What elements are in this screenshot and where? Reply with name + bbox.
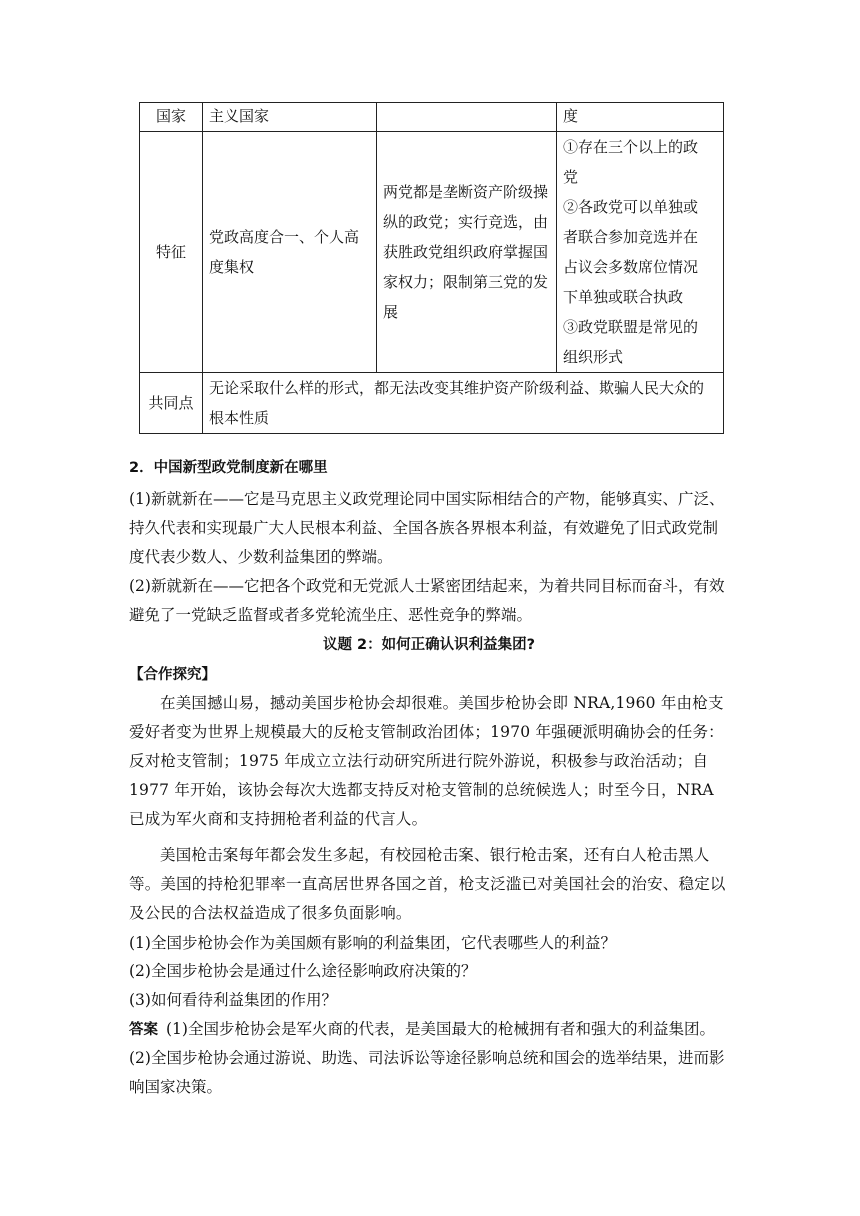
answer-text: (1)全国步枪协会是军火商的代表，是美国最大的枪械拥有者和强大的利益集团。: [166, 1020, 715, 1038]
table-row: [140, 373, 724, 434]
table-cell: 党政高度合一、个人高度集权: [203, 132, 377, 373]
cell-line: 占议会多数席位情况: [563, 258, 699, 276]
table-row-label: 特征: [140, 132, 203, 373]
cell-line: ③政党联盟是常见的: [563, 318, 699, 336]
cell-line: 者联合参加竞选并在: [563, 228, 699, 246]
cell-line: 组织形式: [563, 348, 624, 366]
table-cell: 主义国家: [203, 103, 377, 132]
cell-line: ②各政党可以单独或: [563, 198, 699, 216]
paragraph: (1)新就新在——它是马克思主义政党理论同中国实际相结合的产物，能够真实、广泛、持久代表和实现最广大人民根本利益、全国各族各界根本利益，有效避免了旧式政党制度代表少数人、少数利益集团的弊端。: [129, 490, 725, 566]
answer-paragraph: [129, 1015, 729, 1045]
table-cell: 无论采取什么样的形式，都无法改变其维护资产阶级利益、欺骗人民大众的根本性质: [203, 373, 724, 434]
table-row: [140, 103, 724, 132]
material-paragraph: 美国枪击案每年都会发生多起，有校园枪击案、银行枪击案，还有白人枪击黑人等。美国的持枪犯罪率一直高居世界各国之首，枪支泛滥已对美国社会的治安、稳定以及公民的合法权益造成了很多负面影响。: [129, 846, 726, 922]
cell-line: ①存在三个以上的政: [563, 138, 699, 156]
cell-line: 下单独或联合执政: [563, 288, 684, 306]
answer-paragraph: (2)全国步枪协会通过游说、助选、司法诉讼等途径影响总统和国会的选举结果，进而影响国家决策。: [129, 1049, 725, 1096]
table-cell: 国家: [140, 103, 203, 132]
cooperative-inquiry-label: 【合作探究】: [129, 667, 216, 683]
table-row: [140, 132, 724, 373]
table-cell: [377, 103, 557, 132]
answer-label: 答案: [129, 1022, 158, 1038]
table-cell: [557, 132, 724, 373]
table-cell: 两党都是垄断资产阶级操纵的政党；实行竞选，由获胜政党组织政府掌握国家权力；限制第三党的发展: [377, 132, 557, 373]
question: (3)如何看待利益集团的作用？: [129, 991, 337, 1009]
party-system-comparison-table: [139, 102, 724, 434]
table-row-label: 共同点: [140, 373, 203, 434]
topic-title: 议题 2：如何正确认识利益集团?: [322, 637, 536, 653]
table-cell: 度: [557, 103, 724, 132]
paragraph: (2)新就新在——它把各个政党和无党派人士紧密团结起来，为着共同目标而奋斗，有效避免了一党缺乏监督或者多党轮流坐庄、恶性竞争的弊端。: [129, 577, 725, 624]
section-heading: 2．中国新型政党制度新在哪里: [129, 460, 328, 476]
cell-line: 党: [563, 168, 579, 186]
question: (1)全国步枪协会作为美国颇有影响的利益集团，它代表哪些人的利益？: [129, 934, 616, 952]
material-paragraph: 在美国撼山易，撼动美国步枪协会却很难。美国步枪协会即 NRA,1960 年由枪支爱好者变为世界上规模最大的反枪支管制政治团体；1970 年强硬派明确协会的任务：反对枪支管制；1975 年成立立法行动研究所进行院外游说，积极参与政治活动；自 1977 年开始，该协会每次大选都支持反对枪支管制的总统候选人；时至今日，NRA 已成为军火商和支持拥枪者利益的代言人。: [129, 694, 724, 828]
question: (2)全国步枪协会是通过什么途径影响政府决策的？: [129, 962, 477, 980]
